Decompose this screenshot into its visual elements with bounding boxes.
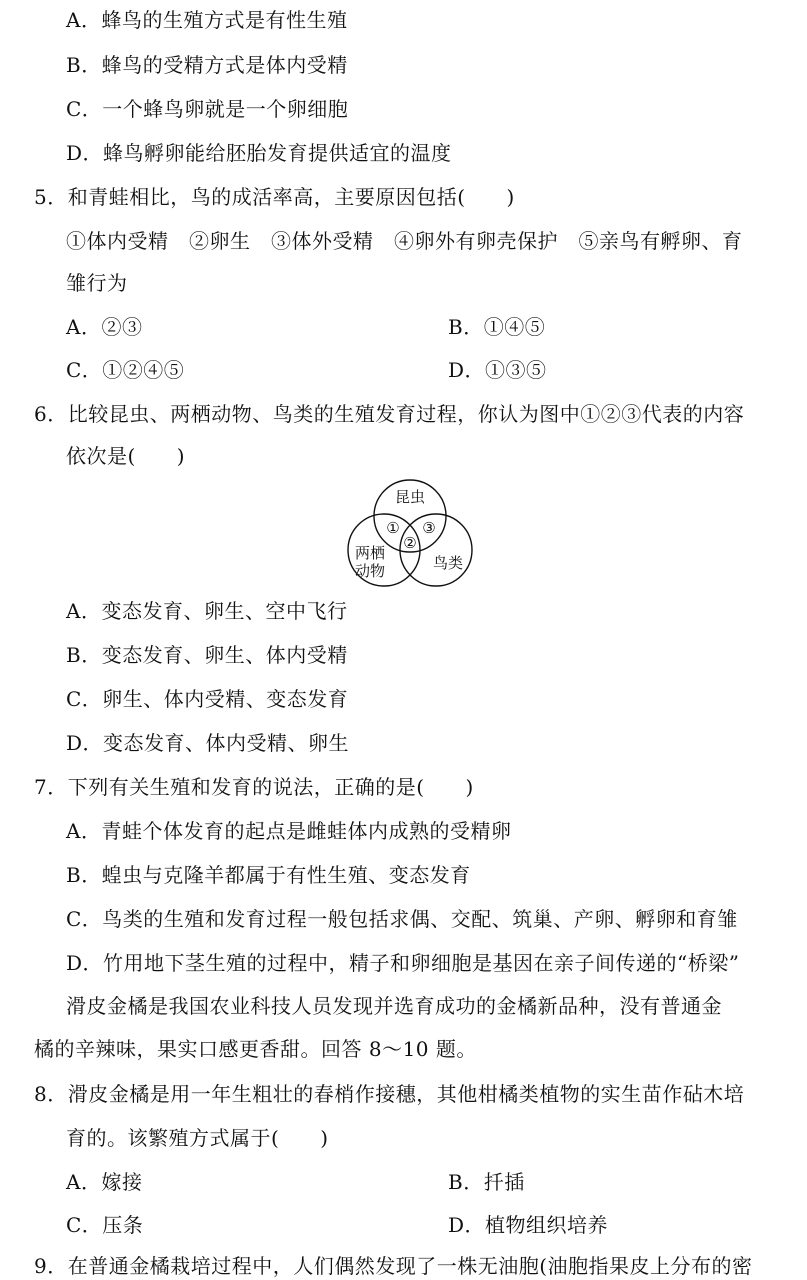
label-amphibian-2: 动物 <box>354 562 386 580</box>
passage-line2: 橘的辛辣味，果实口感更香甜。回答 8～10 题。 <box>34 1037 477 1061</box>
label-amphibian-1: 两栖 <box>354 544 386 562</box>
prev-option-d: D．蜂鸟孵卵能给胚胎发育提供适宜的温度 <box>66 141 452 165</box>
region-1: ① <box>386 519 400 537</box>
prev-option-a: A．蜂鸟的生殖方式是有性生殖 <box>66 8 348 32</box>
q6-stem-line2: 依次是( ) <box>66 444 186 468</box>
q8-option-c: C．压条 <box>66 1213 144 1237</box>
q5-items-line1: ①体内受精 ②卵生 ③体外受精 ④卵外有卵壳保护 ⑤亲鸟有孵卵、育 <box>66 229 743 253</box>
q5-option-d: D．①③⑤ <box>448 358 547 382</box>
q7-stem: 7．下列有关生殖和发育的说法，正确的是( ) <box>34 775 474 799</box>
region-3: ③ <box>422 519 436 537</box>
q8-option-a: A．嫁接 <box>66 1170 143 1194</box>
label-insect: 昆虫 <box>394 488 426 506</box>
q6-option-b: B．变态发育、卵生、体内受精 <box>66 643 348 667</box>
q6-option-a: A．变态发育、卵生、空中飞行 <box>66 599 348 623</box>
label-bird: 鸟类 <box>432 554 464 572</box>
passage-line1: 滑皮金橘是我国农业科技人员发现并选育成功的金橘新品种，没有普通金 <box>66 994 722 1018</box>
q7-option-a: A．青蛙个体发育的起点是雌蛙体内成熟的受精卵 <box>66 819 512 843</box>
q6-option-d: D．变态发育、体内受精、卵生 <box>66 731 350 755</box>
q6-stem-line1: 6．比较昆虫、两栖动物、鸟类的生殖发育过程，你认为图中①②③代表的内容 <box>34 402 745 426</box>
region-2: ② <box>403 534 417 552</box>
q8-option-d: D．植物组织培养 <box>448 1213 609 1237</box>
q5-stem: 5．和青蛙相比，鸟的成活率高，主要原因包括( ) <box>34 185 515 209</box>
q5-option-a: A．②③ <box>66 315 143 339</box>
q7-option-b: B．蝗虫与克隆羊都属于有性生殖、变态发育 <box>66 863 471 887</box>
q5-option-c: C．①②④⑤ <box>66 358 185 382</box>
q6-option-c: C．卵生、体内受精、变态发育 <box>66 687 349 711</box>
q5-option-b: B．①④⑤ <box>448 315 546 339</box>
q8-stem-line1: 8．滑皮金橘是用一年生粗壮的春梢作接穗，其他柑橘类植物的实生苗作砧木培 <box>34 1082 745 1106</box>
q7-option-d: D．竹用地下茎生殖的过程中，精子和卵细胞是基因在亲子间传递的“桥梁” <box>66 951 740 975</box>
q8-stem-line2: 育的。该繁殖方式属于( ) <box>66 1126 329 1150</box>
q9-stem-line1: 9．在普通金橘栽培过程中，人们偶然发现了一株无油胞(油胞指果皮上分布的密 <box>34 1254 753 1278</box>
q8-option-b: B．扦插 <box>448 1170 525 1194</box>
q7-option-c: C．鸟类的生殖和发育过程一般包括求偶、交配、筑巢、产卵、孵卵和育雏 <box>66 907 738 931</box>
prev-option-b: B．蜂鸟的受精方式是体内受精 <box>66 53 348 77</box>
prev-option-c: C．一个蜂鸟卵就是一个卵细胞 <box>66 97 349 121</box>
q5-items-line2: 雏行为 <box>66 271 128 295</box>
venn-diagram <box>330 478 490 588</box>
